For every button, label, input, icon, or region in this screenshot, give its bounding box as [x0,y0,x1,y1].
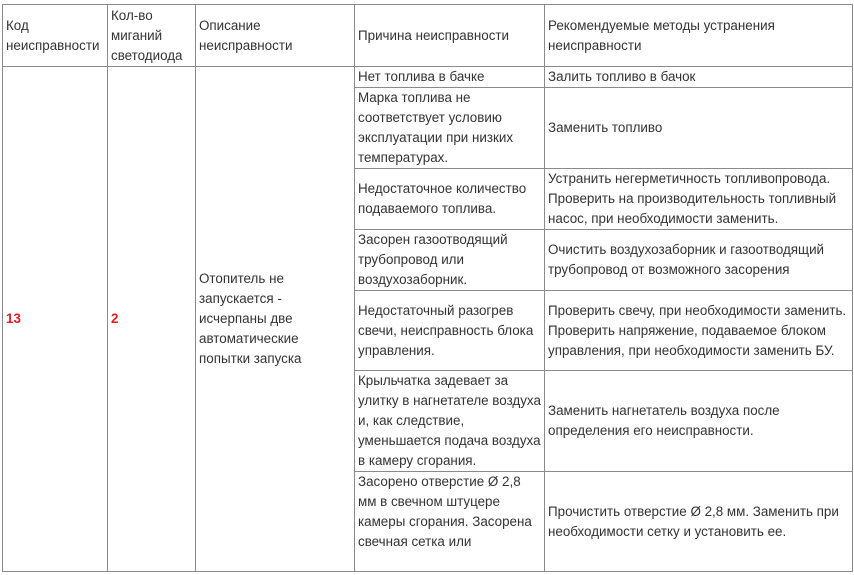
blink-count-cell: 2 [108,67,196,572]
cause-cell: Марка топлива не соответствует условию эксплуатации при низких температурах. [355,88,545,169]
fault-code-cell: 13 [3,67,108,572]
remedy-cell: Залить топливо в бачок [545,67,853,88]
remedy-cell: Устранить негерметичность топливопровода. Проверить на производительность топливный насос, при необходимости заменить. [545,169,853,230]
remedy-cell: Заменить топливо [545,88,853,169]
remedy-cell: Проверить свечу, при необходимости заменить. Проверить напряжение, подаваемое блоком управления, при необходимости заменить БУ. [545,291,853,371]
cause-cell: Недостаточное количество подаваемого топлива. [355,169,545,230]
remedy-cell: Заменить нагнетатель воздуха после определения его неисправности. [545,371,853,472]
remedy-cell: Прочистить отверстие Ø 2,8 мм. Заменить при необходимости сетку и установить ее. [545,472,853,572]
header-remedy: Рекомендуемые методы устранения неисправности [545,5,853,67]
header-code: Код неисправности [3,5,108,67]
cause-cell: Засорено отверстие Ø 2,8 мм в свечном штуцере камеры сгорания. Засорена свечная сетка или [355,472,545,572]
cause-cell: Крыльчатка задевает за улитку в нагнетателе воздуха и, как следствие, уменьшается подача воздуха в камеру сгорания. [355,371,545,472]
header-cause: Причина неисправности [355,5,545,67]
cause-cell: Недостаточный разогрев свечи, неисправность блока управления. [355,291,545,371]
header-blinks: Кол-во миганий светодиода [108,5,196,67]
cause-cell: Нет топлива в бачке [355,67,545,88]
header-description: Описание неисправности [196,5,355,67]
header-row [3,5,853,67]
fault-code-table [2,4,853,572]
fault-description-cell: Отопитель не запускается - исчерпаны две автоматические попытки запуска [196,67,355,572]
cause-cell: Засорен газоотводящий трубопровод или воздухозаборник. [355,230,545,291]
remedy-cell: Очистить воздухозаборник и газоотводящий трубопровод от возможного засорения [545,230,853,291]
table-row [3,67,853,88]
